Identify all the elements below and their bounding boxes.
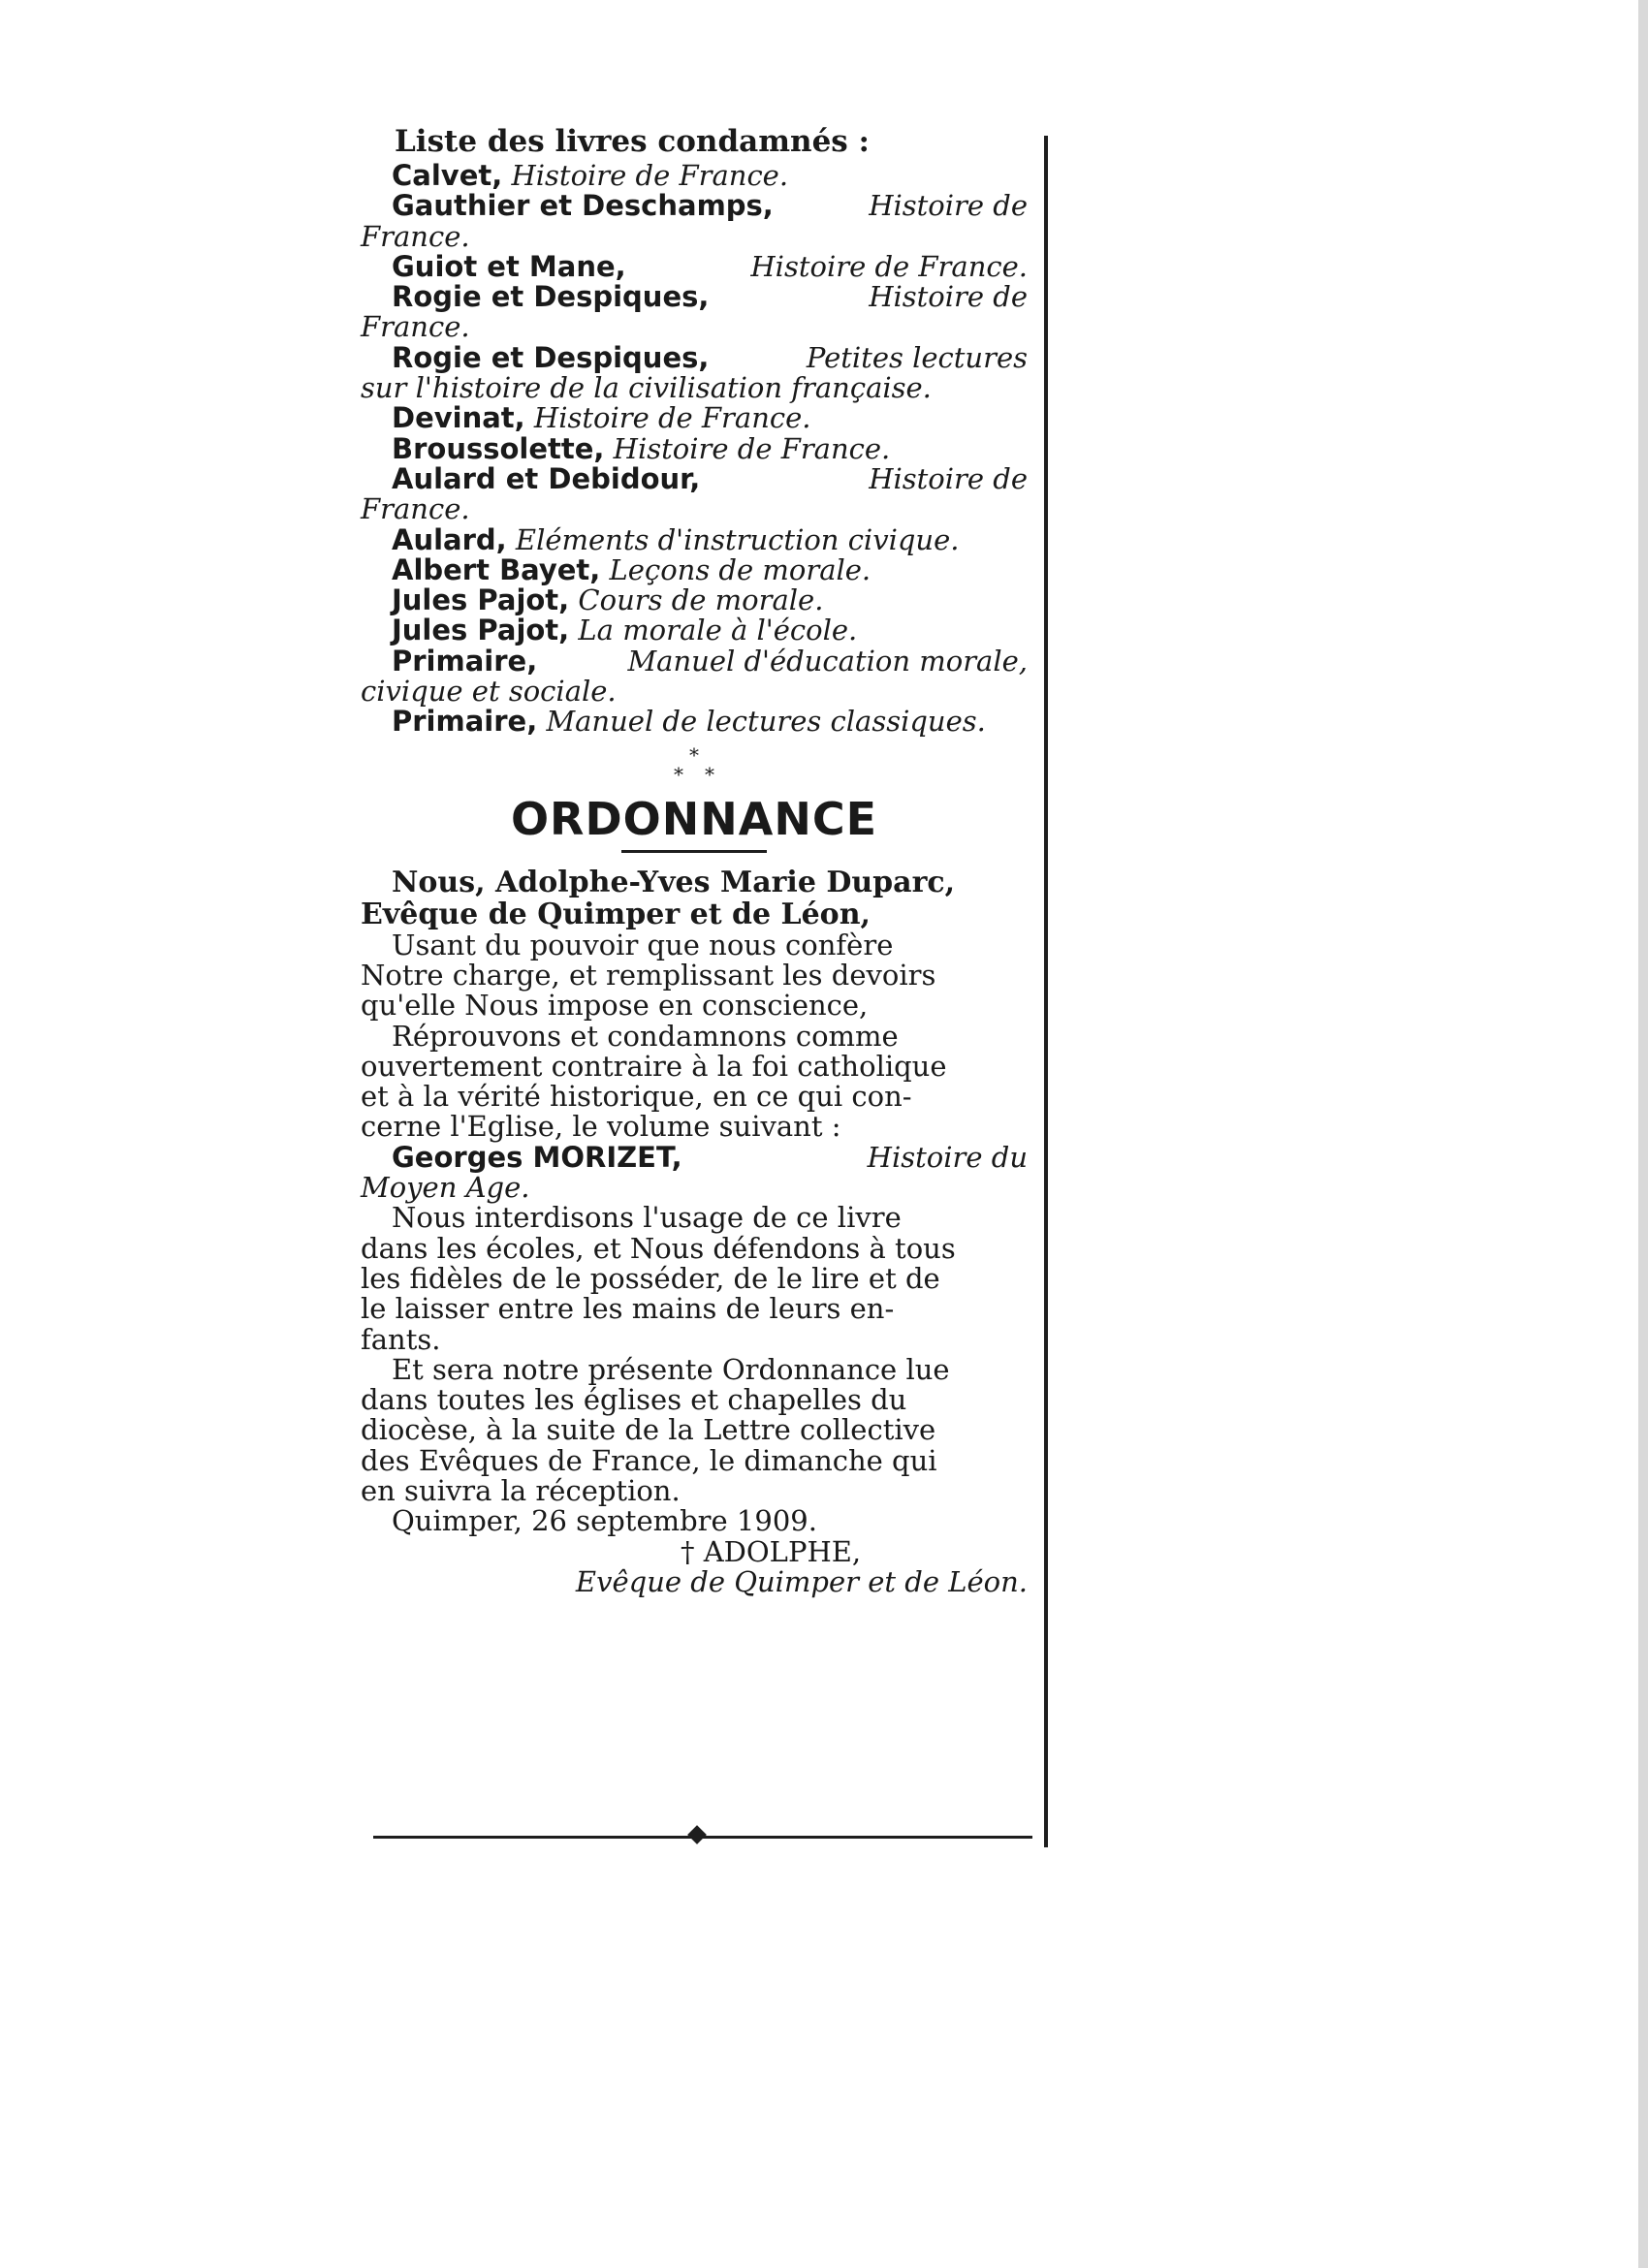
paragraph-line: Et sera notre présente Ordonnance lue [392,1352,950,1386]
page-edge [1638,0,1648,2268]
paragraph-line: qu'elle Nous impose en conscience, [361,989,869,1023]
paragraph-line: Usant du pouvoir que nous confère [392,928,894,961]
list-item: Broussolette, Histoire de France. [392,431,891,465]
condemned-book-continuation: Moyen Age. [361,1171,530,1205]
list-item: Rogie et Despiques, Histoire de [392,280,1028,314]
paragraph-line: le laisser entre les mains de leurs en- [361,1292,895,1326]
list-item-continuation: civique et sociale. [361,675,617,709]
list-heading: Liste des livres condamnés : [395,124,870,159]
bishop-name: Nous, Adolphe-Yves Marie Duparc, [392,865,956,899]
signature: † ADOLPHE, [681,1534,862,1568]
paragraph-line: les fidèles de le posséder, de le lire et de [361,1261,940,1295]
paragraph-line: et à la vérité historique, en ce qui con- [361,1080,912,1114]
list-item-continuation: France. [361,492,470,526]
date-line: Quimper, 26 septembre 1909. [392,1504,817,1538]
paragraph-line: fants. [361,1322,441,1356]
list-item-continuation: sur l'histoire de la civilisation française. [361,371,932,405]
list-item: Guiot et Mane, Histoire de France. [392,249,1028,283]
paragraph-line: Notre charge, et remplissant les devoirs [361,958,936,992]
paragraph-line: dans toutes les églises et chapelles du [361,1383,907,1417]
list-item: Gauthier et Deschamps, Histoire de [392,189,1028,223]
signature-title: Evêque de Quimper et de Léon. [575,1564,1028,1598]
paragraph-line: en suivra la réception. [361,1473,681,1507]
list-item: Jules Pajot, Cours de morale. [392,583,824,617]
bishop-see: Evêque de Quimper et de Léon, [361,897,871,931]
condemned-book: Georges MORIZET, Histoire du [392,1140,1028,1174]
list-item: Aulard, Eléments d'instruction civique. [392,522,960,556]
list-item-continuation: France. [361,310,470,344]
list-item: Aulard et Debidour, Histoire de [392,461,1028,495]
column-rule [1044,136,1048,1847]
paragraph-line: ouvertement contraire à la foi catholique [361,1049,947,1083]
list-item: Calvet, Histoire de France. [392,159,789,192]
list-item-continuation: France. [361,219,470,253]
list-item: Primaire, Manuel de lectures classiques. [392,705,986,739]
list-item: Devinat, Histoire de France. [392,401,811,435]
paragraph-line: dans les écoles, et Nous défendons à tous [361,1231,956,1265]
paragraph-line: cerne l'Eglise, le volume suivant : [361,1110,841,1144]
list-item: Jules Pajot, La morale à l'école. [392,614,858,647]
article-column [361,124,1028,1597]
paragraph-line: Réprouvons et condamnons comme [392,1019,899,1053]
title-underline [621,850,767,853]
diamond-ornament-icon [687,1825,707,1844]
paragraph-line: diocèse, à la suite de la Lettre collective [361,1413,936,1447]
asterism-ornament: * ** [674,742,736,786]
list-item: Primaire, Manuel d'éducation morale, [392,644,1028,677]
list-item: Albert Bayet, Leçons de morale. [392,552,872,586]
list-item: Rogie et Despiques, Petites lectures [392,340,1028,374]
ordonnance-title: ORDONNANCE [510,792,878,845]
paragraph-line: des Evêques de France, le dimanche qui [361,1443,937,1477]
paragraph-line: Nous interdisons l'usage de ce livre [392,1201,902,1235]
